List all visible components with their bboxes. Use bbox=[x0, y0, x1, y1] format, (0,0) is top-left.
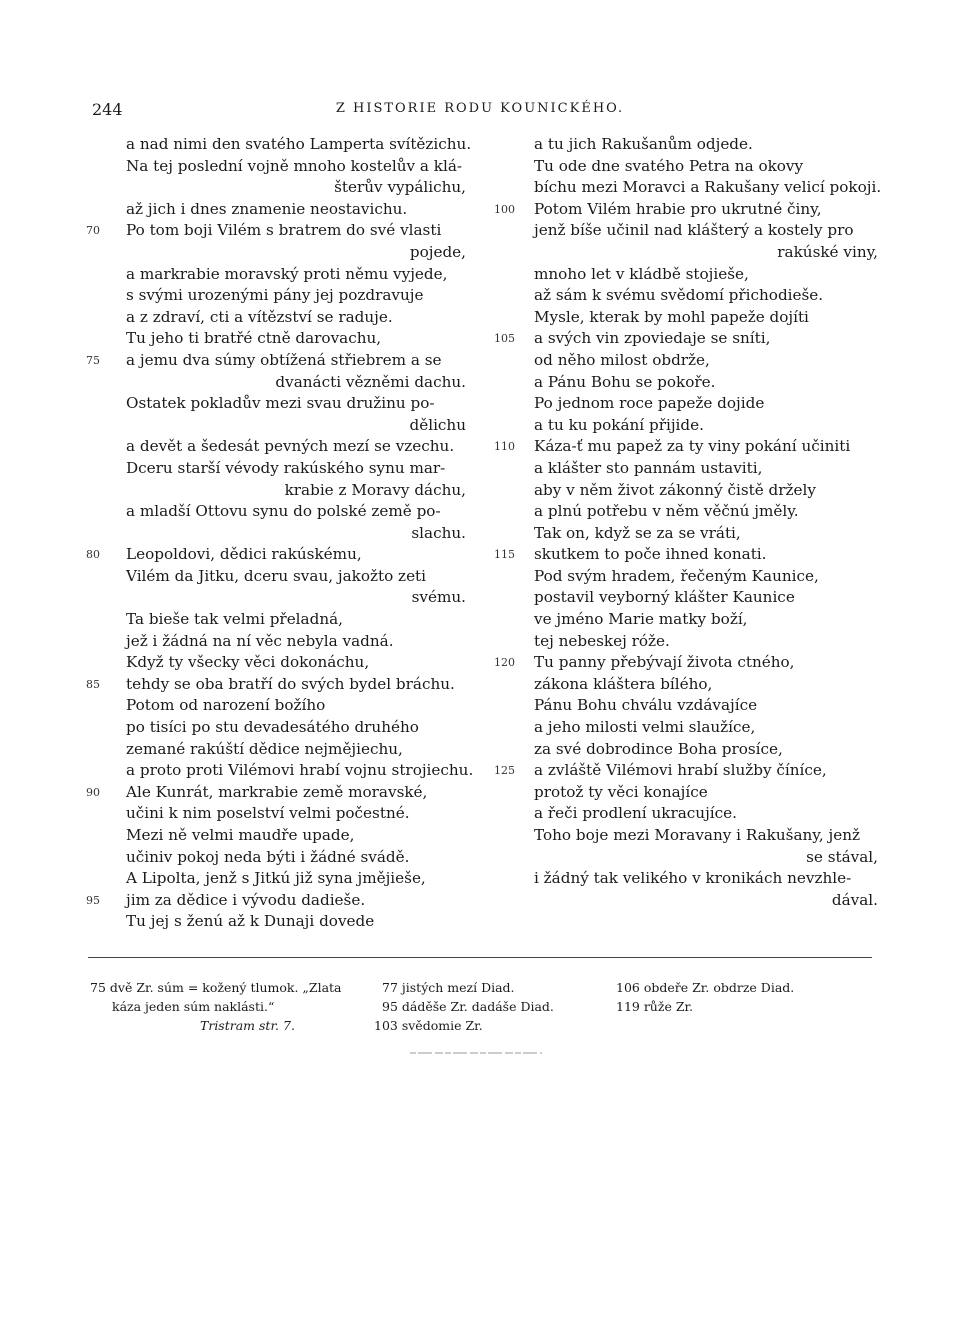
line-number: 80 bbox=[86, 548, 100, 562]
footnote-line: 106 obdeře Zr. obdrze Diad. bbox=[616, 980, 795, 995]
footnote-line: Tristram str. 7. bbox=[200, 1018, 295, 1033]
verse-line bbox=[86, 674, 466, 696]
verse-text: a jemu dva súmy obtížená střiebrem a se bbox=[126, 350, 442, 369]
verse-text: Potom od narození božího bbox=[126, 696, 326, 715]
verse-line bbox=[86, 264, 466, 286]
footnote-column-3 bbox=[616, 978, 794, 1016]
verse-line bbox=[494, 372, 878, 394]
verse-text: a jeho milosti velmi slaužíce, bbox=[534, 718, 756, 737]
line-number: 125 bbox=[494, 764, 515, 778]
footnote-line: káza jeden súm naklásti.“ bbox=[112, 999, 275, 1014]
verse-line bbox=[86, 695, 466, 717]
verse-text: svému. bbox=[411, 588, 466, 607]
verse-text: Potom Vilém hrabie pro ukrutné činy, bbox=[534, 199, 822, 218]
verse-text: Káza-ť mu papež za ty viny pokání učiniti bbox=[534, 437, 851, 456]
verse-line bbox=[494, 523, 878, 545]
verse-line bbox=[86, 436, 466, 458]
verse-line bbox=[86, 415, 466, 437]
verse-line bbox=[494, 220, 878, 242]
verse-line bbox=[86, 501, 466, 523]
verse-text: Mysle, kterak by mohl papeže dojíti bbox=[534, 307, 809, 326]
verse-text: s svými urozenými pány jej pozdravuje bbox=[126, 286, 424, 305]
verse-text: Tu ode dne svatého Petra na okovy bbox=[534, 156, 804, 175]
verse-text: a řeči prodlení ukracujíce. bbox=[534, 804, 737, 823]
verse-line bbox=[494, 328, 878, 350]
verse-text: Dceru starší vévody rakúského synu mar- bbox=[126, 458, 446, 477]
verse-line bbox=[494, 566, 878, 588]
verse-line bbox=[494, 868, 878, 890]
footnote-line: 75 dvě Zr. súm = kožený tlumok. „Zlata bbox=[90, 980, 342, 995]
verse-line bbox=[494, 890, 878, 912]
verse-line bbox=[86, 566, 466, 588]
verse-text: jim za dědice i vývodu dadieše. bbox=[126, 890, 366, 909]
verse-line bbox=[494, 264, 878, 286]
verse-line bbox=[494, 393, 878, 415]
verse-line bbox=[494, 458, 878, 480]
verse-line bbox=[86, 717, 466, 739]
verse-text: Mezi ně velmi maudře upade, bbox=[126, 826, 355, 844]
verse-line bbox=[86, 523, 466, 545]
verse-line bbox=[494, 609, 878, 631]
footnote-line: 95 dáděše Zr. dadáše Diad. bbox=[382, 999, 554, 1014]
verse-text: a zvláště Vilémovi hrabí služby číníce, bbox=[534, 761, 827, 780]
line-number: 110 bbox=[494, 440, 515, 454]
line-number: 90 bbox=[86, 785, 100, 799]
verse-text: Vilém da Jitku, dceru svau, jakožto zeti bbox=[126, 566, 427, 585]
verse-text: Pánu Bohu chválu vzdávajíce bbox=[534, 696, 758, 715]
verse-line bbox=[86, 760, 474, 782]
verse-line bbox=[86, 890, 466, 912]
verse-text: a plnú potřebu v něm věčnú jměly. bbox=[534, 502, 799, 521]
verse-line bbox=[494, 739, 878, 761]
verse-text: a nad nimi den svatého Lamperta svítězichu. bbox=[126, 135, 472, 153]
verse-text: zemané rakúští dědice nejmějiechu, bbox=[126, 739, 403, 758]
line-number: 105 bbox=[494, 332, 515, 346]
verse-text: aby v něm život zákonný čistě držely bbox=[534, 480, 816, 499]
left-verse-column bbox=[86, 134, 474, 933]
verse-line bbox=[494, 285, 878, 307]
verse-line bbox=[86, 372, 466, 394]
verse-text: slachu. bbox=[411, 523, 466, 542]
verse-line bbox=[86, 156, 466, 178]
verse-text: Tu jej s ženú až k Dunaji dovede bbox=[126, 912, 375, 931]
verse-line bbox=[86, 544, 466, 566]
verse-text: se stával, bbox=[806, 847, 878, 866]
verse-line bbox=[86, 458, 466, 480]
verse-text: Ale Kunrát, markrabie země moravské, bbox=[126, 782, 428, 801]
verse-text: rakúské viny, bbox=[777, 242, 878, 261]
footnote-column-1 bbox=[90, 978, 342, 1035]
verse-text: a markrabie moravský proti němu vyjede, bbox=[126, 264, 448, 283]
verse-text: od něho milost obdrže, bbox=[534, 350, 710, 369]
verse-text: po tisíci po stu devadesátého druhého bbox=[126, 718, 419, 737]
line-number: 95 bbox=[86, 893, 100, 907]
verse-text: i žádný tak velikého v kronikách nevzhle- bbox=[534, 869, 852, 888]
verse-text: Po jednom roce papeže dojide bbox=[534, 394, 765, 413]
verse-line bbox=[494, 199, 878, 221]
verse-text: dělichu bbox=[409, 415, 466, 434]
verse-line bbox=[494, 760, 878, 782]
footnote-column-2 bbox=[374, 978, 554, 1035]
verse-text: Tak on, když se za se vráti, bbox=[534, 523, 741, 542]
verse-line bbox=[86, 847, 466, 869]
right-verse-column bbox=[494, 134, 882, 911]
verse-line bbox=[494, 825, 878, 847]
verse-line bbox=[86, 652, 466, 674]
verse-line bbox=[494, 436, 878, 458]
verse-text: a z zdraví, cti a vítězství se raduje. bbox=[126, 307, 393, 326]
verse-line bbox=[86, 307, 466, 329]
verse-text: a klášter sto pannám ustaviti, bbox=[534, 458, 763, 477]
verse-line bbox=[494, 674, 878, 696]
verse-line bbox=[494, 803, 878, 825]
printer-mark-ornament bbox=[410, 1051, 542, 1055]
verse-line bbox=[494, 156, 878, 178]
footnote-line: 77 jistých mezí Diad. bbox=[382, 980, 515, 995]
verse-text: jenž bíše učinil nad klášterý a kostely pro bbox=[534, 221, 854, 240]
page-number: 244 bbox=[92, 100, 123, 119]
verse-text: Ostatek pokladův mezi svau družinu po- bbox=[126, 394, 435, 413]
verse-text: mnoho let v kládbě stojieše, bbox=[534, 264, 749, 283]
verse-text: tehdy se oba bratří do svých bydel bráchu. bbox=[126, 674, 455, 693]
verse-text: a svých vin zpoviedaje se sníti, bbox=[534, 329, 771, 348]
verse-text: jež i žádná na ní věc nebyla vadná. bbox=[126, 631, 394, 650]
verse-line bbox=[86, 328, 466, 350]
verse-line bbox=[494, 717, 878, 739]
verse-line bbox=[494, 652, 878, 674]
line-number: 85 bbox=[86, 677, 100, 691]
verse-line bbox=[494, 350, 878, 372]
verse-line bbox=[86, 803, 466, 825]
footnote-divider bbox=[88, 957, 872, 958]
verse-line bbox=[86, 587, 466, 609]
verse-text: a mladší Ottovu synu do polské země po- bbox=[126, 502, 441, 521]
verse-line bbox=[86, 739, 466, 761]
verse-text: a devět a šedesát pevných mezí se vzechu. bbox=[126, 437, 455, 456]
verse-text: učini k nim poselství velmi počestné. bbox=[126, 804, 410, 823]
running-head: Z HISTORIE RODU KOUNICKÉHO. bbox=[335, 101, 625, 116]
verse-line bbox=[86, 242, 466, 264]
verse-text: a Pánu Bohu se pokoře. bbox=[534, 372, 716, 391]
verse-line bbox=[494, 695, 878, 717]
line-number: 115 bbox=[494, 548, 515, 562]
footnote-line: 119 růže Zr. bbox=[616, 999, 694, 1014]
verse-text: Pod svým hradem, řečeným Kaunice, bbox=[534, 566, 819, 585]
verse-line bbox=[86, 609, 466, 631]
verse-line bbox=[494, 242, 878, 264]
verse-text: až jich i dnes znamenie neostavichu. bbox=[126, 199, 408, 218]
verse-text: pojede, bbox=[409, 242, 466, 261]
verse-text: ve jméno Marie matky boží, bbox=[534, 610, 748, 629]
verse-text: dával. bbox=[831, 890, 878, 909]
verse-text: a tu jich Rakušanům odjede. bbox=[534, 135, 753, 153]
verse-text: skutkem to poče ihned konati. bbox=[534, 545, 767, 564]
verse-text: Toho boje mezi Moravany i Rakušany, jenž bbox=[534, 826, 860, 844]
verse-text: Ta bieše tak velmi přeladná, bbox=[126, 610, 343, 629]
verse-text: a tu ku pokání přijide. bbox=[534, 415, 704, 434]
verse-line bbox=[494, 134, 878, 156]
verse-line bbox=[86, 825, 466, 847]
verse-line bbox=[494, 631, 878, 653]
verse-text: šterův vypálichu, bbox=[334, 178, 466, 197]
verse-text: Po tom boji Vilém s bratrem do své vlasti bbox=[126, 221, 442, 240]
verse-text: Tu jeho ti bratřé ctně darovachu, bbox=[126, 329, 382, 348]
line-number: 75 bbox=[86, 353, 100, 367]
verse-line bbox=[86, 393, 466, 415]
verse-text: protož ty věci konajíce bbox=[534, 782, 708, 801]
verse-line bbox=[494, 307, 878, 329]
verse-line bbox=[86, 177, 466, 199]
verse-line bbox=[86, 134, 472, 156]
verse-line bbox=[86, 220, 466, 242]
verse-text: za své dobrodince Boha prosíce, bbox=[534, 739, 783, 758]
line-number: 120 bbox=[494, 656, 515, 670]
verse-line bbox=[86, 285, 466, 307]
verse-text: Leopoldovi, dědici rakúskému, bbox=[126, 545, 362, 564]
verse-line bbox=[86, 631, 466, 653]
verse-text: Když ty všecky věci dokonáchu, bbox=[126, 653, 370, 672]
verse-text: postavil veyborný klášter Kaunice bbox=[534, 588, 795, 607]
line-number: 100 bbox=[494, 202, 515, 216]
verse-line bbox=[494, 177, 882, 199]
verse-text: až sám k svému svědomí přichodieše. bbox=[534, 286, 824, 305]
verse-line bbox=[494, 501, 878, 523]
verse-line bbox=[86, 911, 466, 933]
verse-text: učiniv pokoj neda býti i žádné svádě. bbox=[126, 847, 410, 866]
verse-line bbox=[86, 350, 466, 372]
verse-line bbox=[86, 868, 466, 890]
verse-line bbox=[494, 847, 878, 869]
verse-text: bíchu mezi Moravci a Rakušany velicí pokoji. bbox=[534, 178, 882, 197]
verse-line bbox=[86, 199, 466, 221]
verse-text: Na tej poslední vojně mnoho kostelův a klá- bbox=[126, 156, 463, 175]
verse-text: zákona kláštera bílého, bbox=[534, 674, 713, 693]
verse-text: dvanácti vězněmi dachu. bbox=[275, 372, 466, 391]
verse-line bbox=[86, 480, 466, 502]
verse-text: tej nebeskej róže. bbox=[534, 631, 670, 650]
verse-line bbox=[494, 587, 878, 609]
verse-line bbox=[494, 480, 878, 502]
verse-line bbox=[86, 782, 466, 804]
verse-text: A Lipolta, jenž s Jitkú již syna jmějieše, bbox=[126, 869, 426, 888]
line-number: 70 bbox=[86, 224, 100, 238]
verse-text: a proto proti Vilémovi hrabí vojnu strojiechu. bbox=[126, 761, 474, 780]
verse-line bbox=[494, 782, 878, 804]
verse-line bbox=[494, 415, 878, 437]
verse-text: krabie z Moravy dáchu, bbox=[284, 480, 466, 499]
verse-text: Tu panny přebývají života ctného, bbox=[534, 653, 795, 672]
verse-line bbox=[494, 544, 878, 566]
footnote-line: 103 svědomie Zr. bbox=[374, 1018, 483, 1033]
